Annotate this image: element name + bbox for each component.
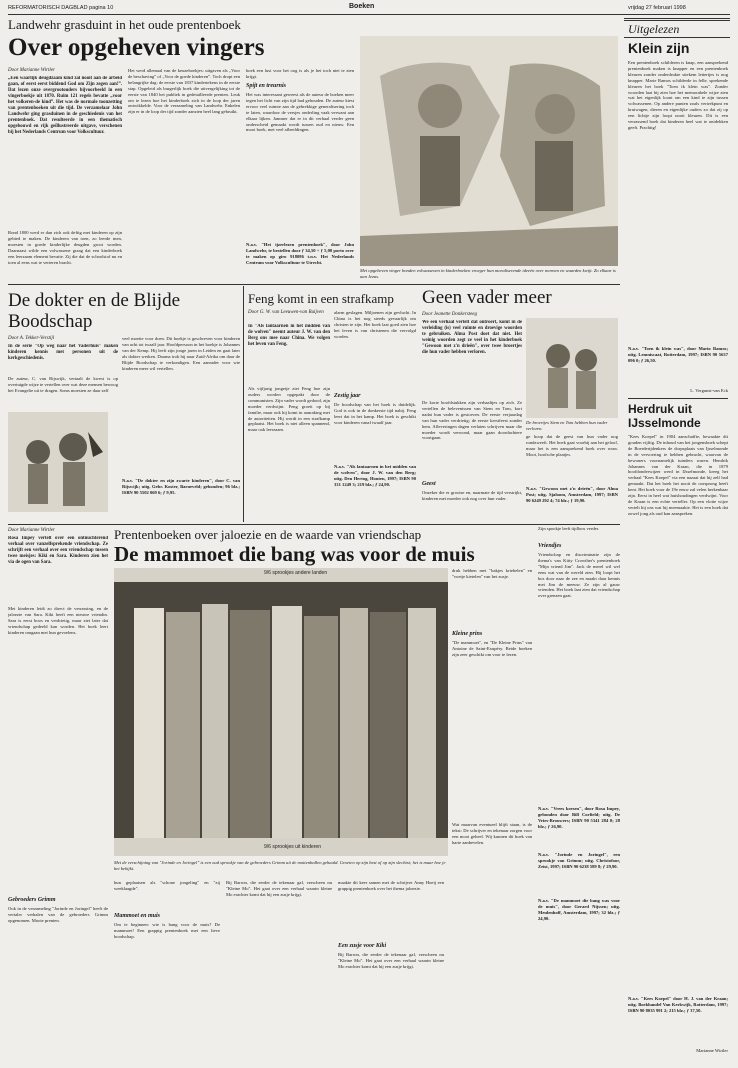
- article4-col2c: Vriendschap en discriminatie zijn de thema's van Kitty Crowther's prentenboek "Mijn vriend Jim". Jack de merel wil wel eens wat van de wereld zien. Hij loopt het bos door naar de zee en maakt daar kennis met Jim de meeuw. Ze zijn al gauw vrienden. Het boek laat zien dat vriendschap over grenzen gaat.: [538, 552, 620, 599]
- article1-col1: Rond 1800 werd er dan zich ook deftig met kinderen op zijn gebied te maken. De kinderen van toen, zo leerde men, moesten in goede kinderlijke deugden groot worden. Daarnaast wilde een volwassene graag dat een kinderboek een leerzaam element bevatte. Zij die dat de schoolstof nu en toen al eens wat te verteren bracht.: [8, 230, 122, 265]
- article5-col4c: Wat maarvan eventueel blijft staan, is de tekst: De schrijver en tekenaar zorgen voor een mooi geheel. Wij kunnen dit boek van harte aanbevelen.: [452, 822, 532, 845]
- article1-info: N.a.v. "Het ijzerlezen prentenboek", door John Landwehr, te bestellen door ƒ 34,50 + ƒ 5,00 porto over te maken op giro 918086 t.n.v. Het Nederlands Centrum voor Volkscultuur te Utrecht.: [246, 242, 354, 265]
- article4-lead: We een verhaal vertelt dat ontroert, komt in de verleiding (is) veel ruimte en droevige woorden te gebruiken. Alma Post doet dat niet. Het weinig woorden zegt ze veel in het kinderboek "Gewoon met z'n drieën", over twee broertjes die hun vader hebben verloren.: [422, 320, 522, 355]
- article2-col2: veel moeite voor doen. Dit boekje is geschreven voor kinderen van acht tot twaalf jaar. Hoofdpersoon in het boekje is Johannes van der Kemp. Hij leeft zijn jonge jaren in Leiden en gaat later als dokter werken. Daarna trok hij naar Zuid-Afrika om daar de Blijde Boodschap te verkondigen. Een aanrader voor wie kinderen meer wil vertellen.: [122, 336, 240, 371]
- header-rule: [8, 14, 730, 15]
- article5-col2b: Om te beginnen: wie is bang voor de muis? De mammoet! Een grappig prentenboek met een lieve boodschap.: [114, 922, 220, 939]
- sidebar1-title: Klein zijn: [628, 40, 690, 56]
- article3-info: N.a.v. "Als lantaarnen in het midden van de wolven", door J. W. van den Berg; uitg. Den Hertog, Houten, 1997; ISBN 90 331 1249 3; 219 blz.; ƒ 24,90.: [334, 464, 416, 487]
- sidebar1-sign: L. Vergunst-van Eck: [690, 388, 728, 393]
- article3-col2b: De boodschap van het boek is duidelijk. God is ook in de donkerste tijd nabij. Feng leert dat in het kamp. Het boek is geschikt voor kinderen vanaf twaalf jaar.: [334, 402, 416, 425]
- article3-col2: alarm geslagen. Miljoenen zijn gevlucht. In China is het nog steeds gevaarlijk om christen te zijn. Het boek laat goed zien hoe het leven is van christenen die vervolgd worden.: [334, 310, 416, 339]
- bookshelf-photo: [114, 568, 448, 856]
- article5-kicker: Prentenboeken over jaloezie en de waarde van vriendschap: [114, 527, 422, 542]
- sidebar1-info: N.a.v. "Toen ik klein was", door Mario Ramos; uitg. Lemniscaat, Rotterdam, 1997; ISBN 90 5637 096 0; ƒ 26,50.: [628, 346, 728, 363]
- article2-col1: De auteur, C. van Rijswijk, vertaalt de kwest is op overtuigde wijze te vertellen over wat deze mensen bewoog het Evangelie uit te dragen. Soms moesten ze daar zelf: [8, 376, 118, 393]
- shelf-label-top: 9/6 sprookjes andere landen: [264, 570, 328, 576]
- article5-lead: Rosa Impey vertelt over een ontnuchterend verhaal over vanzelfsprekende vriendschap. Ze schrijft een verhaal over een vriendschap tussen twee meisjes: Kiki en Sara. Kinderen zien het via de ogen van Sara.: [8, 536, 108, 565]
- article5-col3c: Bij Barron, die eerder de tekenaar gaf, verscheen nu "Kleine Mo". Het gaat over een verhaal waarin kleine Mo erachter komt dat hij een zusje krijgt.: [338, 952, 444, 969]
- doctor-illustration: [8, 412, 108, 512]
- article3-headline: Feng komt in een strafkamp: [248, 291, 394, 306]
- sidebar2-body: "Kees Koepel" in 1904 aanschaffte, bewaakte dit gouden vijftig. De inhoud van het jongensboek schept de Boerderijdenkers de dorpsplaats van Ijsselmonde in de vervoering te hebben gebracht, waarvan de bewoners voornamelijk tuinders waren. Hendrik Johannes van der Kraan, die in 1879 hoofdonderwijzer werd in IJsselmonde, kreeg het verhaal "Kees Koepel" via een nazaat dat hij zelf had gemaakt. Dat het boek het nooit de oorsprong heeft kent. Het boek voor de 19e eeuw zal velen herkenbaar zijn. Eerst in heel wat huishoudingen verdwijnt. Voor de Kraan is een echte verteller. Op een vlotte wijze vertelt hij ons wat hij meemaakte. Het is een boek dat zowel jong als oud kan aanspreken.: [628, 434, 728, 516]
- sidebar-rule: [624, 18, 730, 19]
- header-left: REFORMATORISCH DAGBLAD pagina 10: [8, 5, 114, 11]
- article5-col3b: Bij Barron, die eerder de tekenaar gaf, verscheen nu "Kleine Mo". Het gaat over een verhaal waarin kleine Mo erachter komt dat hij een zusje krijgt.: [226, 880, 332, 897]
- article1-headline: Over opgeheven vingers: [8, 34, 265, 61]
- article5-col2: hun geplaatsen als "schone jongeling" en "zij weeklaagde".: [114, 880, 220, 891]
- article2-byline: Door A. Tekker-Verstijl: [8, 336, 55, 341]
- sidebar-divider: [628, 398, 728, 399]
- article4-headline: Geen vader meer: [422, 287, 552, 308]
- article4-byline: Door Jeanette Donkersteeg: [422, 312, 477, 317]
- article4-col1: De korte hoofdstukken zijn verhaaltjes op zich. Ze vertellen de belevenissen van Siem en Tom, kort nadat hun vader is gestorven. De eerste verjaardag van hun vader verdrietig; de eerste kerstfeest zonder hem. Afleveringen dagen verlaten schrijven maar die moeder wordt verwond, maar gaan doordachtere voortgaan.: [422, 400, 522, 441]
- article3-col1: Als vijfjarig jongetje ziet Feng hoe zijn ouders worden opgepakt door de communisten. Zijn vader wordt gedood, zijn moeder verdwijnt. Feng groeit op bij familie, maar ook hij komt in aanraking met de autoriteiten. Hij wordt in een strafkamp geplaatst. Het boek is niet alleen spannend, maar ook leerzaam.: [248, 386, 330, 433]
- article5-headline: De mammoet die bang was voor de muis: [114, 542, 475, 566]
- article3-subhead: Zestig jaar: [334, 393, 361, 399]
- article5-col1: Met kinderen leidt zo direct de verrassing, en de jaloezie van Sara. Kiki heeft een nieuwe vriendin. Sara is eerst boos en verdrietig, maar ziet later dat vriendschap gedeeld kan worden. Het boek leert kinderen omgaan met hun gevoelens.: [8, 606, 108, 635]
- article5-subhead: Gebroeders Grimm: [8, 897, 56, 903]
- article4-col2b: Zijn spookje leeft tijdloos verder.: [538, 526, 600, 531]
- article4-col1b: Onzeker die er grootse en, naarmate de tijd verstrijkt, kinderen met moeder ook nog over hun vader.: [422, 490, 522, 501]
- article5-col3: maakte dit keer samen met de schrijver Anny Hoeij een grappig prentenboek over het thema jaloezie.: [338, 880, 444, 891]
- article1-subhead: Spijt en treurnis: [246, 83, 287, 89]
- sidebar2-info: N.a.v. "Kees Koepel" door H. J. van der Kraan; uitg. Boekhandel Van Kerkwijk, Rotterdam, 1997; ISBN 90 8035 991 2; 215 blz.; ƒ 37,50.: [628, 996, 728, 1013]
- article5-col4: druk hebben met "bakjes kriebelen" en "voetje kietelen" van het zusje.: [452, 568, 532, 579]
- article2-lead: In de serie "Op weg naar het Vaderhuis" maken kinderen kennis met personen uit de kerkgeschiedenis.: [8, 344, 118, 361]
- article5-subhead4: Kleine prins: [452, 631, 483, 637]
- article5-col4b: "De mammoet", en "De Kleine Prins" van Antoine de Saint-Exupéry. Beide boeken zijn zeer geschikt om voor te lezen.: [452, 640, 532, 657]
- section-rule-1: [8, 284, 620, 285]
- article1-col3b: Het was interessant geweest als de auteur de boeken meer tegen het licht van zijn tijd had gehouden. De auteur kiest ervoor veel ruimte aan de gebrekkige generalisering toch te laten, waardoor de versjes onderling vaak verwant aan elkaar lijken. Jammer dat er in dit verhaal verder geen onderscheid gemaakt wordt tussen oud en nieuw. Een mooi boek, met veel afbeeldingen.: [246, 92, 354, 133]
- article2-headline: De dokter en de Blijde Boodschap: [8, 290, 181, 332]
- article5-subhead2: Mammoet en muis: [114, 913, 161, 919]
- section-rule-2: [8, 524, 620, 525]
- article5-info3: N.a.v. "De mammoet die bang was voor de muis", door Gerard Nijssen; uitg. Meulenhoff, Amsterdam, 1997; 32 blz.; ƒ 24,90.: [538, 898, 620, 921]
- photo1-caption: Met opgeheven vinger bonden volwassenen in kinderboeken vroeger hun moraliserende ideeën over normen en waarden kwijt. Zo elkaar is aan Jezus.: [360, 268, 616, 279]
- article3-lead: In "Als lantaarnen in het midden van de wolven" neemt auteur J. W. van den Berg ons mee naar China. We volgen het leven van Feng.: [248, 324, 330, 347]
- brothers-illustration: [526, 318, 618, 418]
- article5-info2: N.a.v. "Jorinde en Joringel", een sprookje van Grimm; uitg. Christofoor, Zeist, 1997; ISBN 90 6238 589 8; ƒ 29,90.: [538, 852, 620, 869]
- shelf-label-bottom: 9/6 sprookjes uit kinderen: [264, 844, 321, 850]
- article5-info: N.a.v. "Vrees koesen", door Rosa Impey, gebonden door Bill Corfield; uitg. De Vries-Brouwers; ISBN 90 5341 284 0; 28 blz.; ƒ 26,90.: [538, 806, 620, 829]
- article4-col2: ge hoop dat de geest van hun vader nog rondzweeft. Het boek gaat voorbij aan het geloof, maar het is een aansprekend boek over rouw. Mooi, hoofsche plaatjes.: [526, 434, 618, 457]
- article1-col3: boek een lust voor het oog is als je het toch niet te zien krijgt.: [246, 68, 354, 79]
- article2-info: N.a.v. "De dokter en zijn zwarte kinderen", door C. van Rijswijk; uitg. Gebr. Koster, Barneveld; gebonden; 96 blz.; ISBN 90 5502 069 6; ƒ 9,95.: [122, 478, 240, 495]
- column-divider: [243, 286, 244, 522]
- article3-byline: Door G. W. van Leeuwen-van Ruijven: [248, 310, 324, 315]
- brothers-caption: De broertjes Siem en Tom hebben hun vader verloren.: [526, 420, 608, 431]
- article5-byline: Door Marianne Wirtler: [8, 528, 55, 533]
- article5-col1b: Ook in de verzameling "Jorinde en Joringel" heeft de vertaler verhalen van de gebroeders Grimm opgenomen. Mooie prenten.: [8, 906, 108, 923]
- children-drawing-photo: [360, 36, 618, 266]
- bookshelf-caption: Met de verschijning van "Jorinde en Joringel" is een oud sprookje van de gebroeders Grimm uit de mottenballen gehaald. Groeien op zijn best of op zijn slechtst; het is maar hoe je het bekijkt.: [114, 860, 446, 871]
- section-title: Boeken: [349, 3, 375, 10]
- article1-lead: „Een waarlijk deugdzaam kind zal nooit aan de arbeid gaan, of eerst eerst biddend God om Zijn zegen aan!”. Dat lezen onze overgrootouders bijvoorbeeld in een vingerboekje uit 1870. Ruim 121 regels bevatte „voor het volkeren-de kind”. Het was de normale toonzetting van prentenboeken uit die tijd. De verzamelaar John Landwehr ging grasduinen in de geschiedenis van het prentenboek. Dat resulteerde in een thematisch opgebouwd en rijk geïllustreerde uitgave, verschenen bij het Nederlands Centrum voor Volkscultuur.: [8, 76, 122, 135]
- article1-byline: Door Marianne Wirtler: [8, 68, 55, 73]
- article5-subhead3: Een zusje voor Kiki: [338, 943, 387, 949]
- article1-kicker: Landwehr grasduint in het oude prentenboek: [8, 17, 241, 32]
- sidebar-tab: Uitgelezen: [624, 20, 730, 38]
- header-date: vrijdag 27 februari 1998: [628, 5, 686, 11]
- sidebar2-title: Herdruk uit IJsselmonde: [628, 402, 701, 430]
- article4-subhead: Geest: [422, 481, 436, 487]
- sidebar2-sign: Marianne Wirtler: [696, 1048, 728, 1053]
- article4-info: N.a.v. "Gewoon met z'n drieën", door Alma Post; uitg. Sjaloom, Amsterdam, 1997; ISBN 90 6249 292 4; 74 blz.; ƒ 19,90.: [526, 486, 618, 503]
- article1-col2: Het werd allemaal van de keuzeboekjes: uitgaven als „Voor de beschaving” of „Voor de goede kinderen”. Toch dropt een belangrijke dag: de eerste van 1837 kindertekens in de eerste stap. Opgeleid als burgerlijk boek die uitvergelijking tot de eerste van 1840 het publiek in gedetailleerde prenten. Leuk om te lezen hoe het kinderboek zich in de loop der jaren ontwikkelde. Voor de verzameling van Landwehr. Enkelen zijn er in de loop der tijd zonder aanzien heel lang gebruikt.: [128, 68, 240, 115]
- article4-subhead2: Vriendjes: [538, 543, 562, 549]
- sidebar1-body: Een prentenboek schilderen is knap, een aansprekend prentenboek maken is knapper en een prentenboek kleuren zonder onderdrukte stiekem lettertjes is nog knapper. Marie Ramos schilderde in felle, sprekende kleuren het boek "Toen ik klein was". Zonder woorden laat hij zien hoe het memorabele wijze zien wat het eigenlijk loont om een kind te zijn tussen volwassenen. Op andere punten zoals vertrekpunt en kruiwagen, dieren en eigenlijke ouders zo dat zij op een lichtje zijn loopt nooit kleuren. Dit is een verrassend boek dat kinderen heel wat te ontdekken geeft. Prachtig!: [628, 60, 728, 130]
